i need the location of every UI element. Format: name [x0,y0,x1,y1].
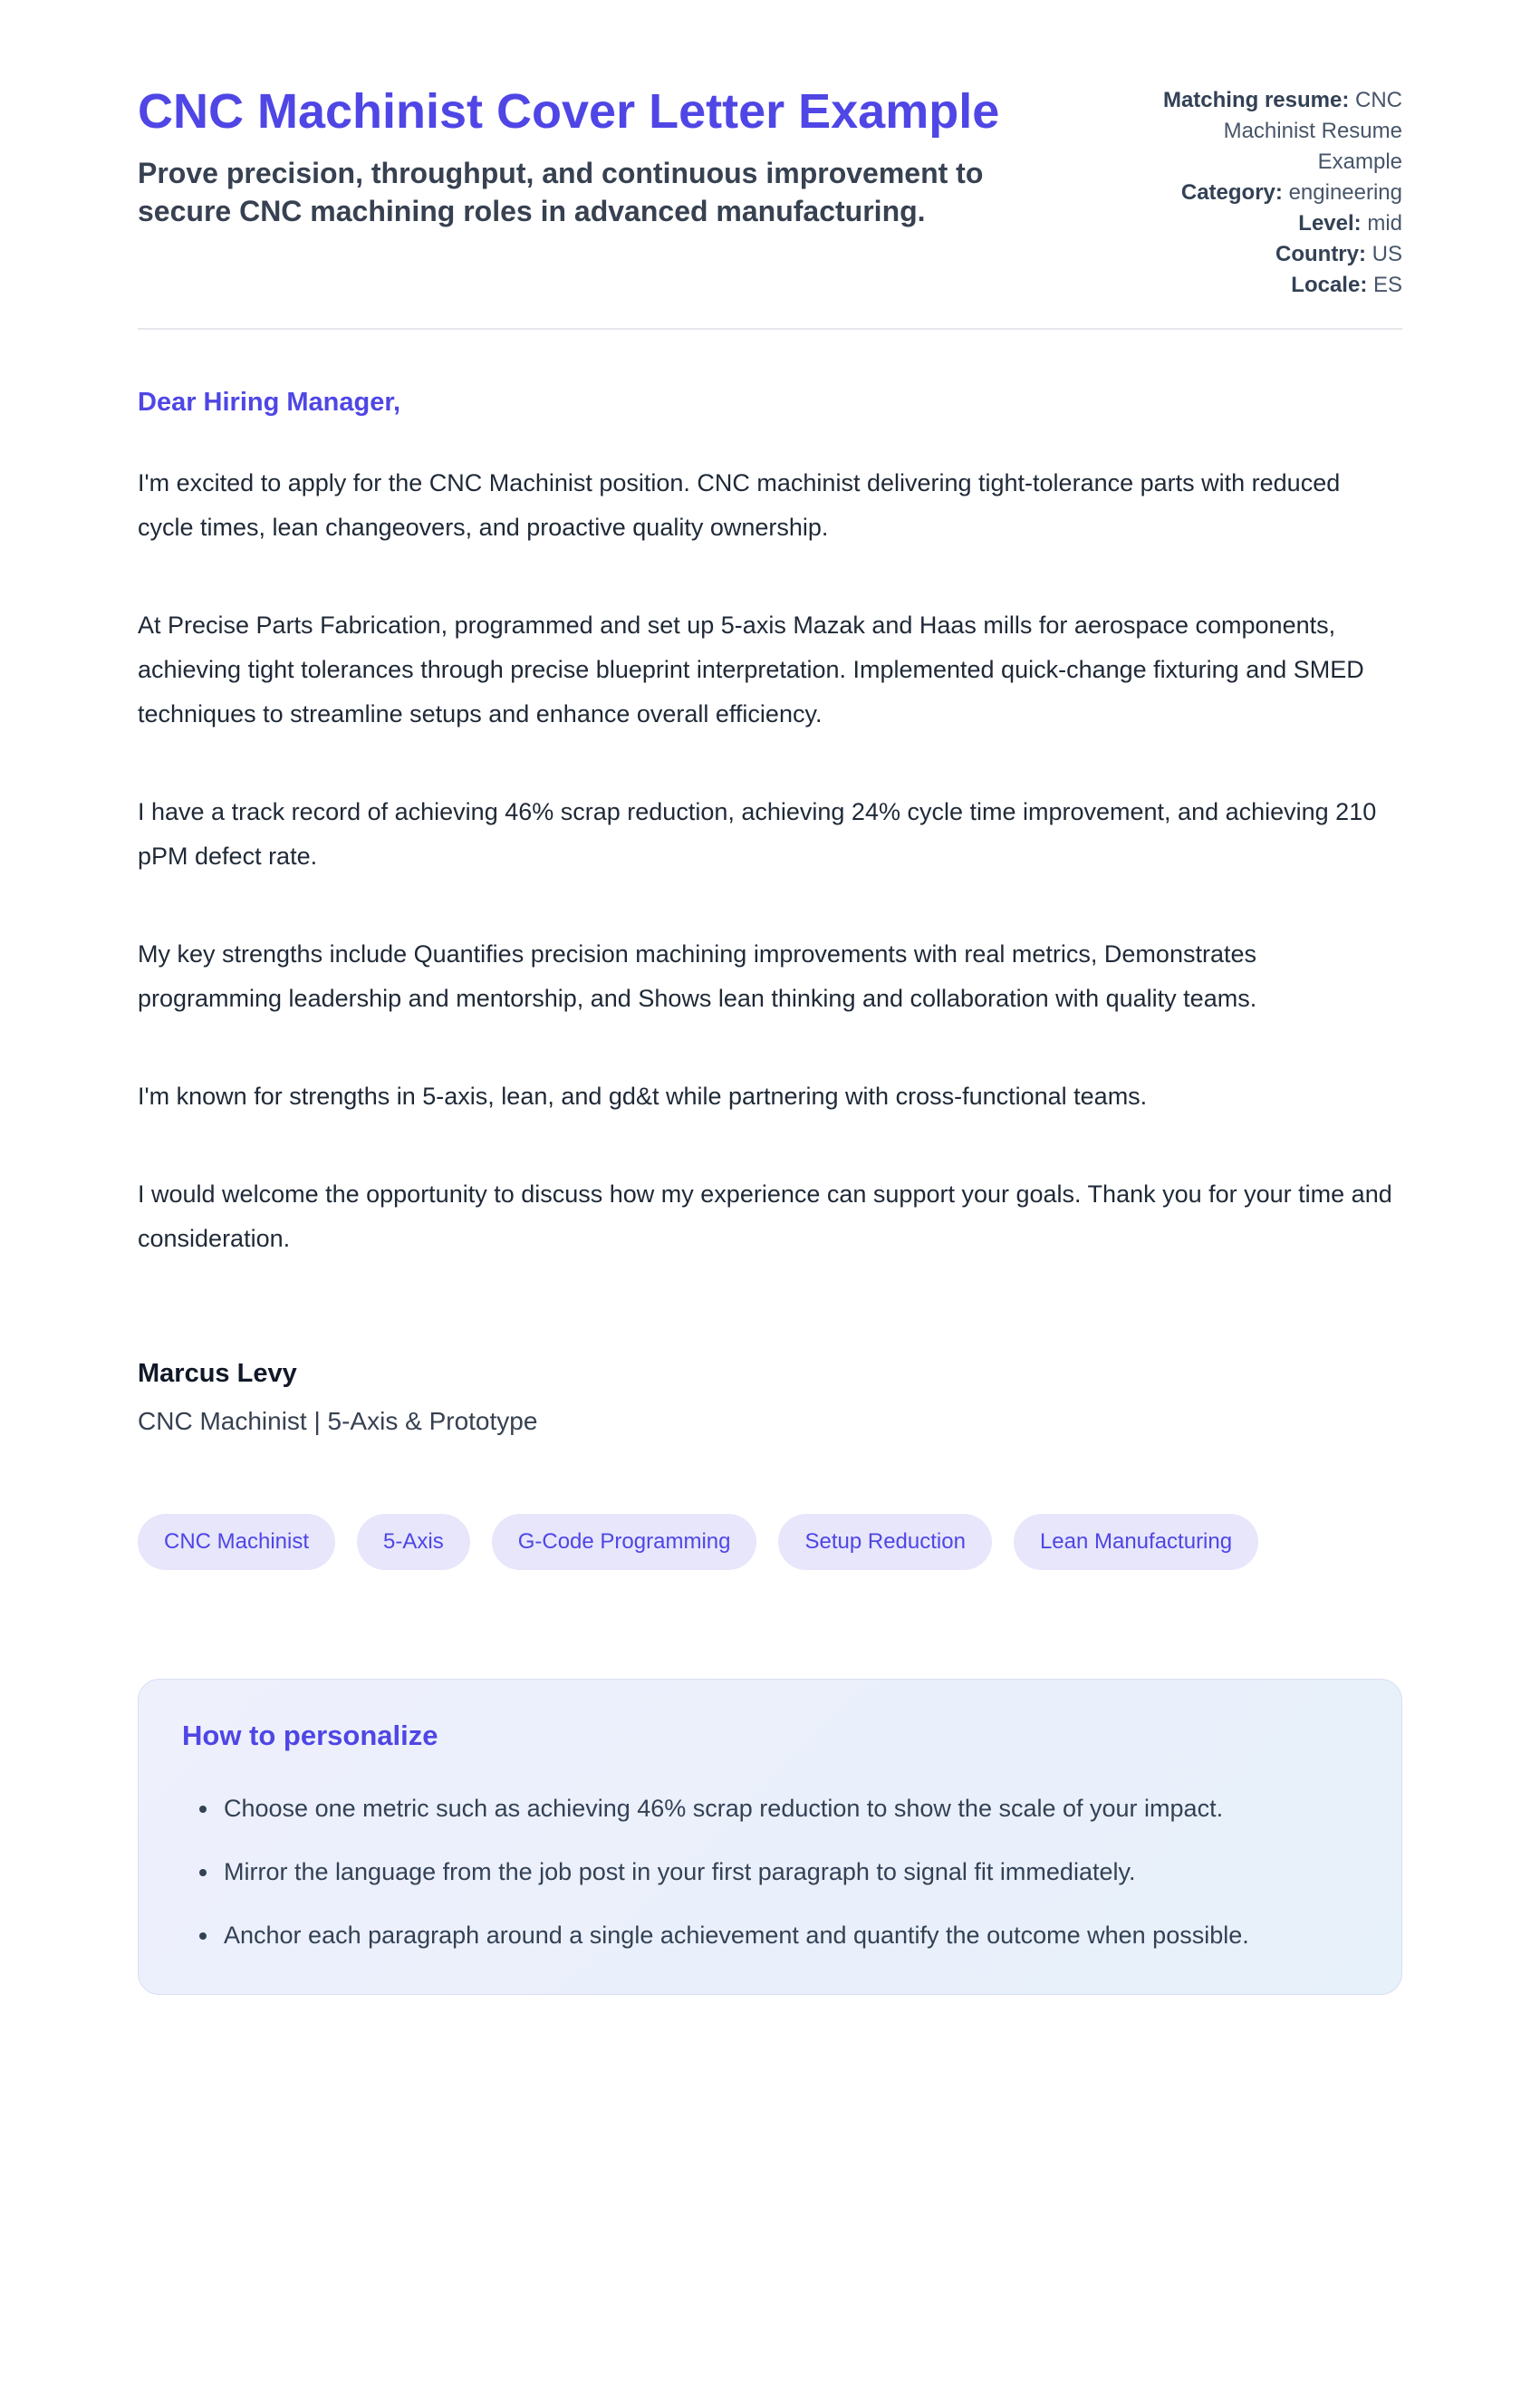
meta-label-locale: Locale: [1291,273,1368,297]
signature-name: Marcus Levy [138,1359,297,1388]
meta-value-category: engineering [1288,180,1402,205]
header-title-block [138,82,1007,230]
meta-label-matching-resume: Matching resume: [1162,88,1350,112]
letter-paragraph: I have a track record of achieving 46% scrap reduction, achieving 24% cycle time improvement, and achieving 210 pPM defect rate. [138,798,1377,870]
resume-meta-block [1149,82,1402,301]
skill-tag[interactable]: Setup Reduction [778,1514,991,1570]
personalize-heading: How to personalize [182,1720,438,1751]
page-title: CNC Machinist Cover Letter Example [138,84,1000,139]
letter-paragraph: I'm known for strengths in 5-axis, lean, and gd&t while partnering with cross-functional teams. [138,1083,1148,1110]
skill-tag[interactable]: CNC Machinist [138,1514,335,1570]
personalize-tip: • Choose one metric such as achieving 46% scrap reduction to show the scale of your impact. [220,1787,1343,1831]
signature-role: CNC Machinist | 5-Axis & Prototype [138,1407,538,1435]
skill-tag[interactable]: Lean Manufacturing [1014,1514,1258,1570]
personalize-tip: • Anchor each paragraph around a single achievement and quantify the outcome when possible. [220,1913,1343,1958]
cover-letter-body [138,388,1402,1436]
personalize-tips-box [138,1679,1402,1995]
page-container [138,0,1402,1995]
meta-value-locale: ES [1372,273,1402,297]
page-subtitle: Prove precision, throughput, and continuous improvement to secure CNC machining roles in advanced manufacturing. [138,157,984,227]
meta-value-matching-resume: CNC Machinist Resume Example [1223,88,1402,174]
meta-label-category: Category: [1180,180,1283,205]
letter-paragraph: I'm excited to apply for the CNC Machinist position. CNC machinist delivering tight-tolerance parts with reduced cycle times, lean changeovers, and proactive quality ownership. [138,469,1341,541]
meta-value-level: mid [1367,211,1402,236]
personalize-tip-list [182,1787,1354,1958]
header-divider [138,328,1402,330]
skill-tag[interactable]: G-Code Programming [492,1514,757,1570]
letter-greeting: Dear Hiring Manager, [138,388,401,417]
skill-tag[interactable]: 5-Axis [357,1514,470,1570]
letter-paragraph: My key strengths include Quantifies precision machining improvements with real metrics, Demonstrates programming leadership and mentorship, and Shows lean thinking and collaboration with quality teams. [138,940,1257,1012]
skill-tag-list [138,1514,1402,1570]
personalize-tip: • Mirror the language from the job post in your first paragraph to signal fit immediately. [220,1850,1343,1894]
meta-label-level: Level: [1298,211,1362,236]
meta-label-country: Country: [1275,242,1366,266]
letter-paragraph: At Precise Parts Fabrication, programmed and set up 5-axis Mazak and Haas mills for aerospace components, achieving tight tolerances through precise blueprint interpretation. Implemented quick-change fixturing and SMED techniques to streamline setups and enhance overall efficiency. [138,612,1364,727]
letter-paragraph: I would welcome the opportunity to discuss how my experience can support your goals. Thank you for your time and consideration. [138,1180,1392,1252]
page-header [138,82,1402,301]
meta-value-country: US [1372,242,1402,266]
